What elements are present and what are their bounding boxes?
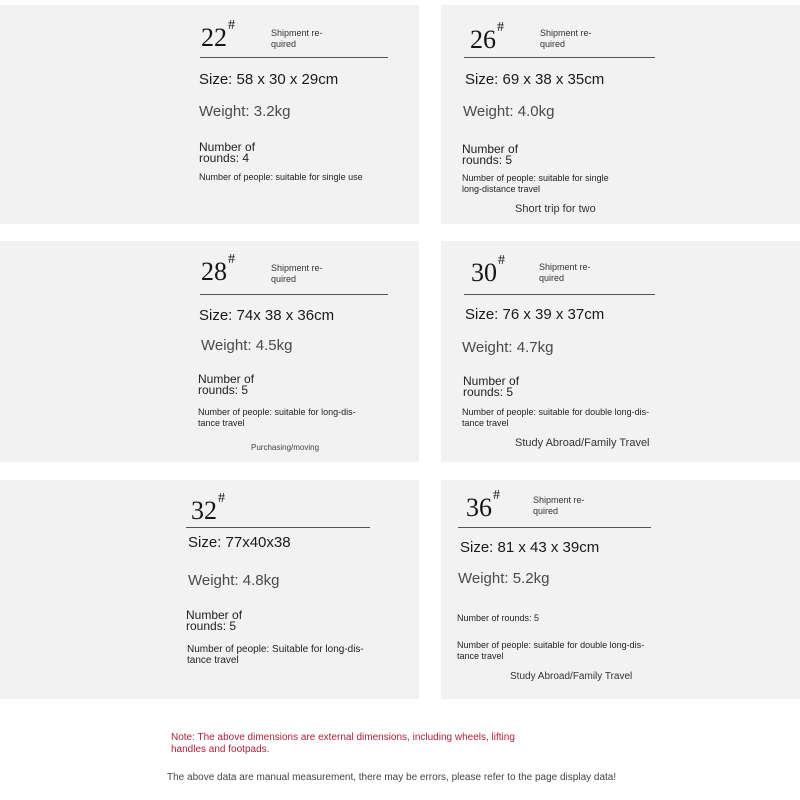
size-label: 28# xyxy=(201,252,235,286)
rounds-text: Number of rounds: 5 xyxy=(186,608,243,633)
divider xyxy=(186,527,370,528)
dimensions-text: Size: 58 x 30 x 29cm xyxy=(199,71,339,88)
divider xyxy=(464,294,655,295)
divider xyxy=(464,57,655,58)
divider xyxy=(200,294,388,295)
weight-text: Weight: 4.7kg xyxy=(462,339,554,356)
size-label: 22# xyxy=(201,18,235,52)
size-label: 36# xyxy=(466,488,500,522)
people-text: Number of people: Suitable for long-dis-tance travel xyxy=(187,644,364,666)
suitcase-card-22 xyxy=(0,5,419,224)
shipment-note: Shipment re-quired xyxy=(271,28,323,49)
size-label: 32# xyxy=(191,491,225,525)
suitcase-card-30 xyxy=(441,241,800,462)
suitcase-card-26 xyxy=(441,5,800,224)
usage-tag: Short trip for two xyxy=(515,203,596,215)
suitcase-card-36 xyxy=(441,480,800,699)
dimensions-text: Size: 81 x 43 x 39cm xyxy=(460,539,600,556)
weight-text: Weight: 4.8kg xyxy=(188,572,280,589)
suitcase-card-28 xyxy=(0,241,419,462)
rounds-text: Number of rounds: 4 xyxy=(199,140,256,165)
shipment-note: Shipment re-quired xyxy=(540,28,592,49)
size-label: 26# xyxy=(470,20,504,54)
usage-tag: Purchasing/moving xyxy=(251,443,320,452)
weight-text: Weight: 4.0kg xyxy=(463,103,555,120)
dimensions-text: Size: 77x40x38 xyxy=(188,534,291,551)
shipment-note: Shipment re-quired xyxy=(271,263,323,284)
divider xyxy=(200,57,388,58)
size-label: 30# xyxy=(471,253,505,287)
measurement-disclaimer: The above data are manual measurement, there may be errors, please refer to the page display data! xyxy=(167,772,617,783)
dimensions-text: Size: 76 x 39 x 37cm xyxy=(465,306,605,323)
people-text: Number of people: suitable for double long-dis-tance travel xyxy=(462,407,650,428)
people-text: Number of people: suitable for long-dis-tance travel xyxy=(198,407,356,428)
weight-text: Weight: 3.2kg xyxy=(199,103,291,120)
people-text: Number of people: suitable for single use xyxy=(199,172,363,182)
dimension-note: Note: The above dimensions are external dimensions, including wheels, lifting handles and footpads. xyxy=(171,732,515,755)
usage-tag: Study Abroad/Family Travel xyxy=(515,437,650,449)
rounds-text: Number of rounds: 5 xyxy=(198,372,255,397)
shipment-note: Shipment re-quired xyxy=(539,262,591,283)
dimensions-text: Size: 69 x 38 x 35cm xyxy=(465,71,605,88)
weight-text: Weight: 4.5kg xyxy=(201,337,293,354)
suitcase-card-32 xyxy=(0,480,419,699)
dimensions-text: Size: 74x 38 x 36cm xyxy=(199,307,335,324)
people-text: Number of people: suitable for single long-distance travel xyxy=(462,173,609,194)
usage-tag: Study Abroad/Family Travel xyxy=(510,671,633,682)
divider xyxy=(458,527,651,528)
rounds-text: Number of rounds: 5 xyxy=(457,613,540,623)
rounds-text: Number of rounds: 5 xyxy=(462,142,519,167)
people-text: Number of people: suitable for double long-dis-tance travel xyxy=(457,640,645,661)
shipment-note: Shipment re-quired xyxy=(533,495,585,516)
weight-text: Weight: 5.2kg xyxy=(458,570,550,587)
rounds-text: Number of rounds: 5 xyxy=(463,374,520,399)
